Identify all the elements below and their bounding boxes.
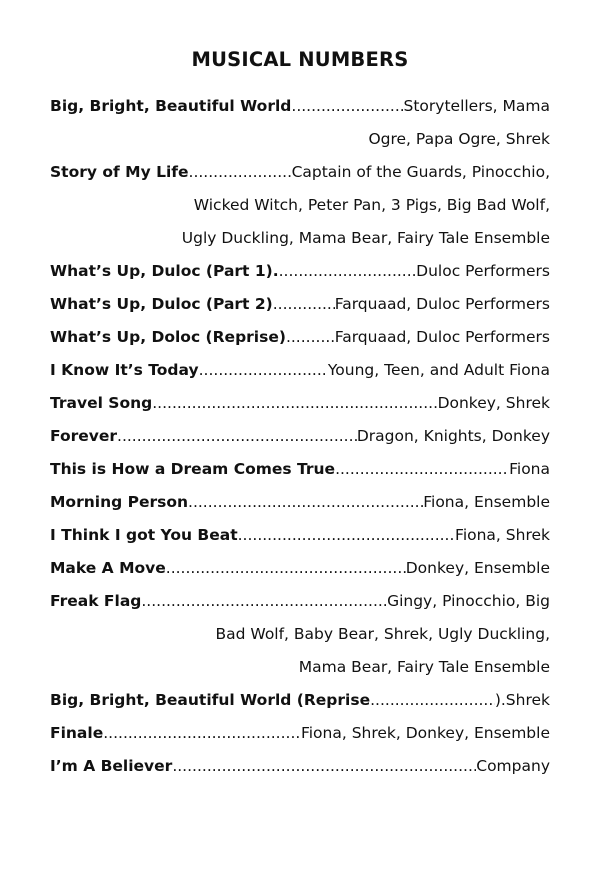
song-title: What’s Up, Doloc (Reprise): [50, 328, 286, 346]
song-title: Morning Person: [50, 493, 189, 511]
cast-list: Farquaad, Duloc Performers: [334, 295, 550, 313]
song-title: Make A Move: [50, 559, 166, 577]
cast-list: Dragon, Knights, Donkey: [356, 427, 550, 445]
song-title: Big, Bright, Beautiful World (Reprise: [50, 691, 371, 709]
song-title: I’m A Believer: [50, 757, 173, 775]
dot-leader: [103, 717, 301, 750]
musical-number-entry: [0, 321, 600, 354]
musical-number-entry: [0, 717, 600, 750]
song-title: This is How a Dream Comes True: [50, 460, 336, 478]
cast-list: ).Shrek: [494, 691, 550, 709]
cast-list: Gingy, Pinocchio, Big: [387, 592, 550, 610]
song-title: Story of My Life: [50, 163, 189, 181]
dot-leader: [370, 684, 495, 717]
dot-leader: [152, 387, 437, 420]
song-title: I Know It’s Today: [50, 361, 199, 379]
cast-list: Donkey, Shrek: [437, 394, 550, 412]
cast-list: Fiona, Shrek: [455, 526, 550, 544]
cast-list: Fiona: [509, 460, 550, 478]
page-title: MUSICAL NUMBERS: [191, 48, 409, 71]
cast-list-continued: Wicked Witch, Peter Pan, 3 Pigs, Big Bad Wolf,: [193, 196, 550, 214]
musical-number-entry: [0, 90, 600, 123]
dot-leader: [199, 354, 328, 387]
cast-list-continued: Ogre, Papa Ogre, Shrek: [368, 130, 550, 148]
cast-list: Farquaad, Duloc Performers: [334, 328, 550, 346]
song-title: Big, Bright, Beautiful World: [50, 97, 292, 115]
cast-list-continued: Ugly Duckling, Mama Bear, Fairy Tale Ensemble: [181, 229, 550, 247]
song-title: Travel Song: [50, 394, 153, 412]
song-title: Freak Flag: [50, 592, 142, 610]
musical-number-entry: [0, 420, 600, 453]
dot-leader: [188, 486, 423, 519]
dot-leader: [172, 750, 476, 783]
musical-number-entry: [0, 354, 600, 387]
song-title: Forever: [50, 427, 118, 445]
cast-list-continued: Mama Bear, Fairy Tale Ensemble: [298, 658, 550, 676]
dot-leader: [117, 420, 357, 453]
musical-number-entry: [0, 387, 600, 420]
dot-leader: [279, 255, 417, 288]
dot-leader: [286, 321, 335, 354]
dot-leader: [291, 90, 403, 123]
musical-number-entry: [0, 453, 600, 486]
song-title: I Think I got You Beat: [50, 526, 238, 544]
musical-number-entry: [0, 684, 600, 717]
cast-list: Company: [476, 757, 550, 775]
musical-number-entry: [0, 585, 600, 618]
cast-list: Storytellers, Mama: [403, 97, 550, 115]
cast-list: Fiona, Ensemble: [423, 493, 550, 511]
dot-leader: [238, 519, 455, 552]
dot-leader: [189, 156, 292, 189]
cast-list: Donkey, Ensemble: [405, 559, 550, 577]
cast-list: Duloc Performers: [416, 262, 550, 280]
musical-number-entry: [0, 519, 600, 552]
cast-list: Captain of the Guards, Pinocchio,: [291, 163, 550, 181]
cast-list-continued: Bad Wolf, Baby Bear, Shrek, Ugly Duckling,: [215, 625, 550, 643]
song-title: Finale: [50, 724, 104, 742]
cast-list: Fiona, Shrek, Donkey, Ensemble: [300, 724, 550, 742]
musical-number-entry: [0, 552, 600, 585]
musical-number-entry: [0, 750, 600, 783]
musical-number-entry: [0, 156, 600, 189]
song-title: What’s Up, Duloc (Part 2): [50, 295, 273, 313]
musical-number-entry: [0, 255, 600, 288]
musical-number-entry: [0, 288, 600, 321]
musical-number-entry: [0, 486, 600, 519]
song-title: What’s Up, Duloc (Part 1).: [50, 262, 279, 280]
musical-numbers-list: [0, 90, 600, 783]
dot-leader: [166, 552, 406, 585]
dot-leader: [273, 288, 335, 321]
dot-leader: [141, 585, 387, 618]
cast-list: Young, Teen, and Adult Fiona: [327, 361, 550, 379]
dot-leader: [335, 453, 509, 486]
